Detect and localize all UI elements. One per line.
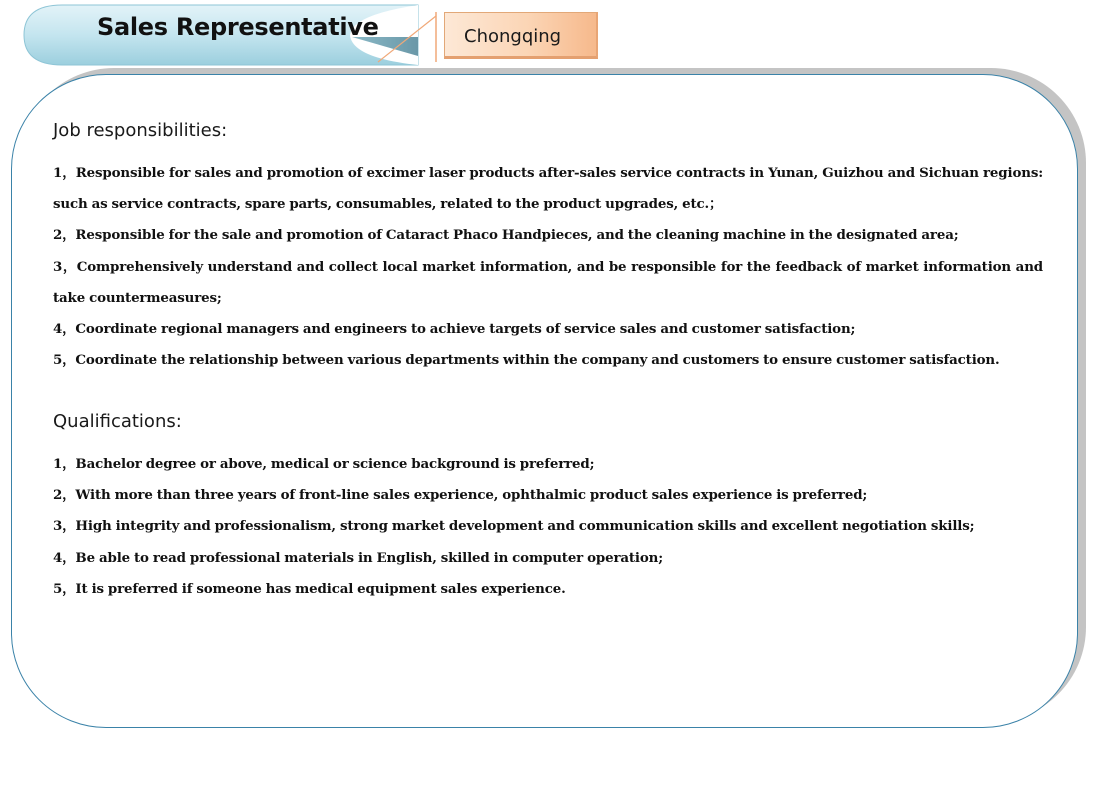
responsibility-item: 4，Coordinate regional managers and engineers to achieve targets of service sales and customer satisfaction; (53, 321, 856, 338)
job-title: Sales Representative (97, 13, 379, 41)
responsibility-item: 5，Coordinate the relationship between various departments within the company and customers to ensure customer satisfaction. (53, 352, 1000, 369)
qualifications-heading: Qualifications: (53, 411, 182, 432)
responsibility-item: 1，Responsible for sales and promotion of excimer laser products after-sales service contracts in Yunan, Guizhou and Sichuan regions: such as service contracts, spare parts, consumables, related to the product upgrades, etc.； (53, 165, 1043, 213)
qualification-item: 5，It is preferred if someone has medical equipment sales experience. (53, 580, 566, 597)
qualifications-list (53, 449, 1043, 605)
qualification-item: 2，With more than three years of front-line sales experience, ophthalmic product sales experience is preferred; (53, 487, 868, 504)
responsibility-item: 3，Comprehensively understand and collect local market information, and be responsible for the feedback of market information and take countermeasures; (53, 258, 1043, 306)
qualification-item: 1，Bachelor degree or above, medical or science background is preferred; (53, 456, 595, 472)
responsibilities-heading: Job responsibilities: (53, 120, 228, 141)
location-label: Chongqing (464, 26, 562, 47)
location-badge (444, 12, 598, 59)
responsibility-item: 2，Responsible for the sale and promotion of Cataract Phaco Handpieces, and the cleaning machine in the designated area; (53, 227, 959, 244)
qualification-item: 4，Be able to read professional materials in English, skilled in computer operation; (53, 549, 664, 566)
responsibilities-list (53, 158, 1043, 376)
qualification-item: 3，High integrity and professionalism, strong market development and communication skills and excellent negotiation skills; (53, 518, 975, 535)
